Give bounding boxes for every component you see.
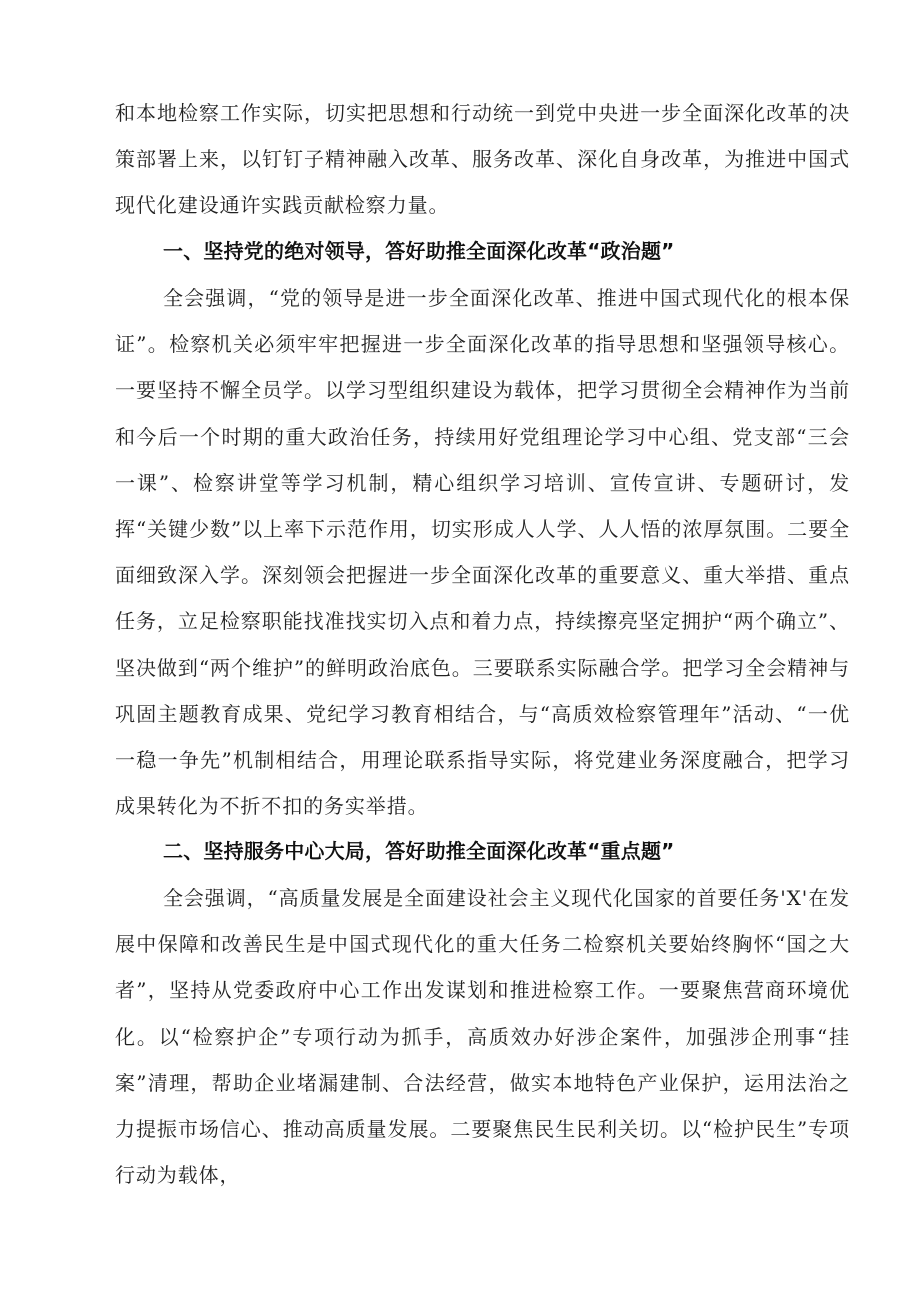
section-heading-1: 一、坚持党的绝对领导，答好助推全面深化改革“政治题” (163, 239, 675, 263)
section-heading-2: 二、坚持服务中心大局，答好助推全面深化改革“重点题” (163, 839, 675, 863)
paragraph-section-2: 全会强调，“高质量发展是全面建设社会主义现代化国家的首要任务'X'在发展中保障和改善民生是中国式现代化的重大任务二检察机关要始终胸怀“国之大者”，坚持从党委政府中心工作出发谋划和推进检察工作。一要聚焦营商环境优化。以“检察护企”专项行动为抓手，高质效办好涉企案件，加强涉企刑事“挂案”清理，帮助企业堵漏建制、合法经营，做实本地特色产业保护，运用法治之力提振市场信心、推动高质量发展。二要聚焦民生民利关切。以“检护民生”专项行动为载体， (115, 886, 850, 1188)
paragraph-section-1: 全会强调，“党的领导是进一步全面深化改革、推进中国式现代化的根本保证”。检察机关必须牢牢把握进一步全面深化改革的指导思想和坚强领导核心。一要坚持不懈全员学。以学习型组织建设为载体，把学习贯彻全会精神作为当前和今后一个时期的重大政治任务，持续用好党组理论学习中心组、党支部“三会一课”、检察讲堂等学习机制，精心组织学习培训、宣传宣讲、专题研讨，发挥“关键少数”以上率下示范作用，切实形成人人学、人人悟的浓厚氛围。二要全面细致深入学。深刻领会把握进一步全面深化改革的重要意义、重大举措、重点任务，立足检察职能找准找实切入点和着力点，持续擦亮坚定拥护“两个确立”、坚决做到“两个维护”的鲜明政治底色。三要联系实际融合学。把学习全会精神与巩固主题教育成果、党纪学习教育相结合，与“高质效检察管理年”活动、“一优一稳一争先”机制相结合，用理论联系指导实际，将党建业务深度融合，把学习成果转化为不折不扣的务实举措。 (115, 286, 850, 819)
paragraph-intro: 和本地检察工作实际，切实把思想和行动统一到党中央进一步全面深化改革的决策部署上来，以钉钉子精神融入改革、服务改革、深化自身改革，为推进中国式现代化建设通许实践贡献检察力量。 (115, 101, 850, 218)
